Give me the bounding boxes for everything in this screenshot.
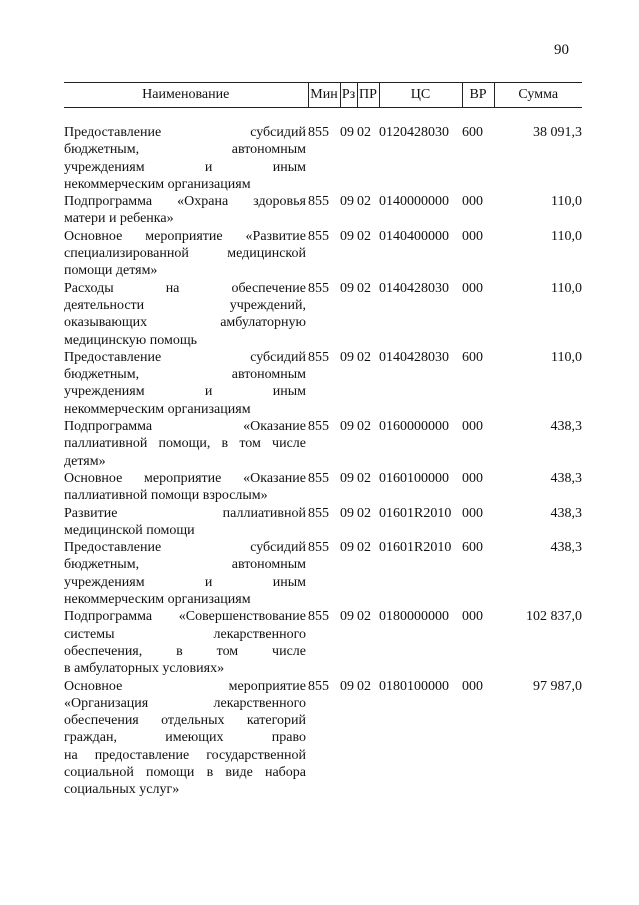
row-vr: 000 bbox=[462, 280, 483, 296]
row-sum: 38 091,3 bbox=[533, 125, 582, 140]
row-vr: 600 bbox=[462, 540, 483, 556]
row-min: 855 bbox=[308, 194, 329, 210]
header-rz: Рз bbox=[340, 83, 357, 108]
row-min: 855 bbox=[308, 678, 329, 694]
row-cs: 0140428030 bbox=[379, 349, 449, 365]
row-name: Предоставление субсидий бюджетным, автономным учреждениям и иным некоммерческим организациям bbox=[64, 540, 306, 608]
table-row bbox=[64, 418, 582, 470]
row-rz: 09 bbox=[340, 194, 354, 210]
row-rz: 09 bbox=[340, 419, 354, 435]
row-sum: 110,0 bbox=[551, 194, 582, 210]
row-rz: 09 bbox=[340, 678, 354, 694]
row-rz: 09 bbox=[340, 540, 354, 556]
row-min: 855 bbox=[308, 280, 329, 296]
row-pr: 02 bbox=[357, 505, 371, 521]
row-vr: 000 bbox=[462, 678, 483, 694]
row-vr: 000 bbox=[462, 609, 483, 625]
header-sum: Сумма bbox=[494, 83, 582, 108]
row-name: Основное мероприятие «Организация лекарственного обеспечения отдельных категорий граждан, имеющих право на предоставление государственной социальной помощи в виде набора социальных услуг» bbox=[64, 678, 306, 798]
header-pr: ПР bbox=[357, 83, 379, 108]
row-vr: 600 bbox=[462, 125, 483, 140]
row-sum: 438,3 bbox=[550, 419, 582, 435]
header-min: Мин bbox=[308, 83, 340, 108]
row-name: Подпрограмма «Охрана здоровья матери и ребенка» bbox=[64, 194, 306, 227]
row-rz: 09 bbox=[340, 470, 354, 486]
row-name: Предоставление субсидий бюджетным, автономным учреждениям и иным некоммерческим организациям bbox=[64, 125, 306, 192]
row-pr: 02 bbox=[357, 125, 371, 140]
table-row bbox=[64, 280, 582, 349]
table-row bbox=[64, 678, 582, 799]
row-pr: 02 bbox=[357, 678, 371, 694]
row-name: Подпрограмма «Совершенствование системы лекарственного обеспечения, в том числе в амбулаторных условиях» bbox=[64, 609, 306, 677]
budget-table bbox=[64, 82, 582, 799]
row-name: Подпрограмма «Оказание паллиативной помощи, в том числе детям» bbox=[64, 419, 306, 469]
row-pr: 02 bbox=[357, 349, 371, 365]
row-min: 855 bbox=[308, 505, 329, 521]
row-sum: 438,3 bbox=[550, 540, 582, 556]
row-pr: 02 bbox=[357, 540, 371, 556]
row-cs: 0120428030 bbox=[379, 125, 449, 140]
row-cs: 0140000000 bbox=[379, 194, 449, 210]
table-row bbox=[64, 124, 582, 193]
table-row bbox=[64, 470, 582, 505]
row-pr: 02 bbox=[357, 228, 371, 244]
table-row bbox=[64, 193, 582, 228]
row-min: 855 bbox=[308, 609, 329, 625]
row-min: 855 bbox=[308, 125, 329, 140]
header-name: Наименование bbox=[64, 83, 308, 108]
row-sum: 438,3 bbox=[550, 505, 582, 521]
row-cs: 0160100000 bbox=[379, 470, 449, 486]
row-rz: 09 bbox=[340, 228, 354, 244]
row-cs: 01601R2010 bbox=[379, 540, 452, 556]
header-cs: ЦС bbox=[379, 83, 462, 108]
row-vr: 000 bbox=[462, 419, 483, 435]
row-rz: 09 bbox=[340, 349, 354, 365]
row-vr: 000 bbox=[462, 470, 483, 486]
table-row bbox=[64, 505, 582, 540]
row-sum: 110,0 bbox=[551, 228, 582, 244]
row-sum: 97 987,0 bbox=[533, 678, 582, 694]
row-min: 855 bbox=[308, 228, 329, 244]
row-min: 855 bbox=[308, 470, 329, 486]
row-min: 855 bbox=[308, 419, 329, 435]
row-name: Основное мероприятие «Развитие специализированной медицинской помощи детям» bbox=[64, 228, 306, 279]
row-sum: 438,3 bbox=[550, 470, 582, 486]
row-sum: 110,0 bbox=[551, 280, 582, 296]
row-pr: 02 bbox=[357, 194, 371, 210]
row-sum: 102 837,0 bbox=[526, 609, 582, 625]
table-row bbox=[64, 539, 582, 608]
row-cs: 0140400000 bbox=[379, 228, 449, 244]
table-row bbox=[64, 228, 582, 280]
table-row bbox=[64, 608, 582, 677]
header-vr: ВР bbox=[462, 83, 494, 108]
table-header-row bbox=[64, 83, 582, 108]
row-rz: 09 bbox=[340, 505, 354, 521]
row-name: Предоставление субсидий бюджетным, автономным учреждениям и иным некоммерческим организациям bbox=[64, 349, 306, 417]
row-min: 855 bbox=[308, 540, 329, 556]
row-rz: 09 bbox=[340, 280, 354, 296]
row-cs: 0180000000 bbox=[379, 609, 449, 625]
row-vr: 000 bbox=[462, 194, 483, 210]
row-name: Основное мероприятие «Оказание паллиативной помощи взрослым» bbox=[64, 470, 306, 504]
row-min: 855 bbox=[308, 349, 329, 365]
row-vr: 000 bbox=[462, 505, 483, 521]
row-name: Развитие паллиативной медицинской помощи bbox=[64, 505, 306, 538]
row-name: Расходы на обеспечение деятельности учреждений, оказывающих амбулаторную медицинскую помощь bbox=[64, 280, 306, 348]
row-pr: 02 bbox=[357, 470, 371, 486]
row-sum: 110,0 bbox=[551, 349, 582, 365]
page-number: 90 bbox=[554, 42, 569, 58]
row-rz: 09 bbox=[340, 125, 354, 140]
table-row bbox=[64, 349, 582, 418]
row-pr: 02 bbox=[357, 609, 371, 625]
row-vr: 000 bbox=[462, 228, 483, 244]
row-pr: 02 bbox=[357, 419, 371, 435]
header-spacer bbox=[64, 108, 582, 125]
row-cs: 0140428030 bbox=[379, 280, 449, 296]
row-cs: 01601R2010 bbox=[379, 505, 452, 521]
row-vr: 600 bbox=[462, 349, 483, 365]
row-cs: 0180100000 bbox=[379, 678, 449, 694]
row-pr: 02 bbox=[357, 280, 371, 296]
row-rz: 09 bbox=[340, 609, 354, 625]
row-cs: 0160000000 bbox=[379, 419, 449, 435]
